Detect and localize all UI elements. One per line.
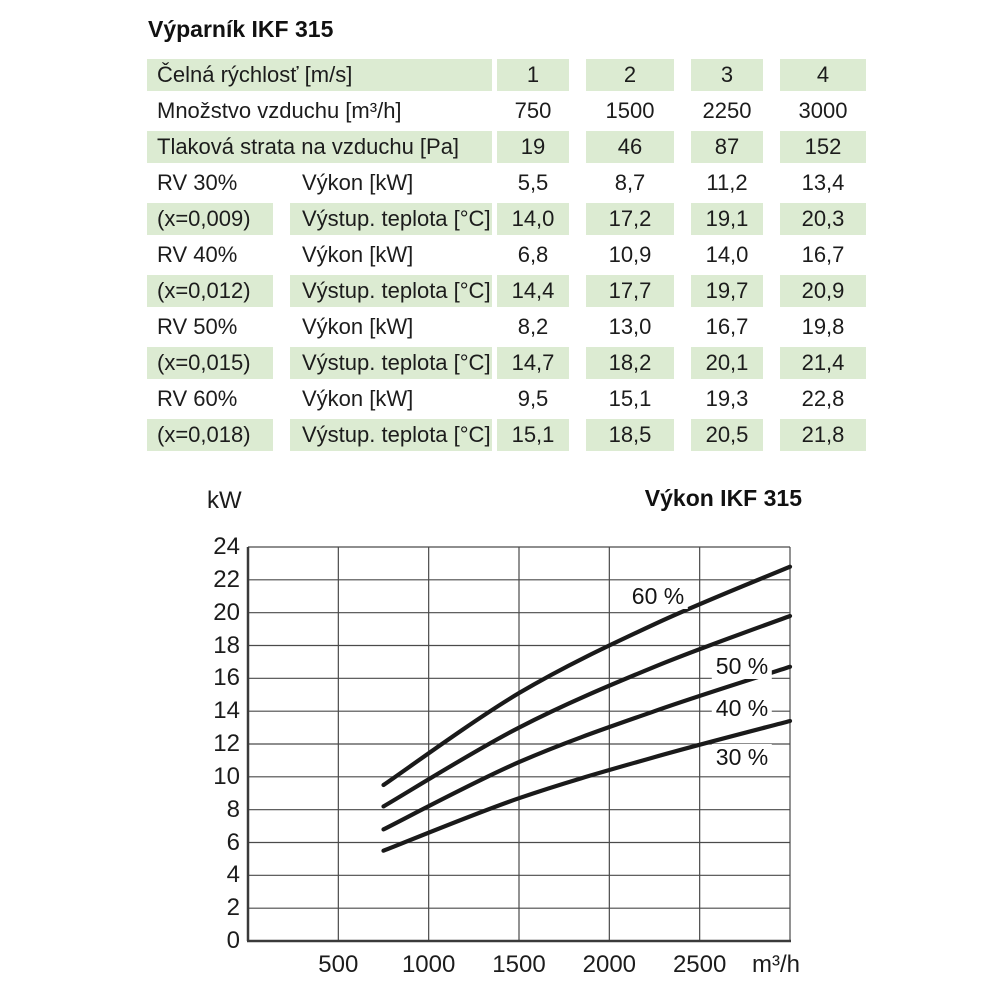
series-label-50: 50 % (712, 653, 772, 679)
y-tick-label: 8 (226, 795, 240, 823)
cell-value: 20,5 (674, 417, 763, 453)
x-tick-label: 2000 (582, 951, 637, 978)
cell-value: 19,1 (674, 201, 763, 237)
row-label: Tlaková strata na vzduchu [Pa] (147, 129, 492, 165)
cell-value: 13,0 (569, 309, 674, 345)
row-label-quantity: Výstup. teplota [°C] (273, 345, 492, 381)
cell-value: 15,1 (492, 417, 569, 453)
cell-value: 46 (569, 129, 674, 165)
cell-value: 16,7 (763, 237, 866, 273)
cell-value: 10,9 (569, 237, 674, 273)
cell-value: 8,2 (492, 309, 569, 345)
row-label-quantity: Výkon [kW] (273, 237, 492, 273)
cell-value: 14,0 (492, 201, 569, 237)
x-axis-unit-label: m³/h (752, 951, 800, 978)
row-label: Množstvo vzduchu [m³/h] (157, 98, 402, 123)
cell-value: 9,5 (492, 381, 569, 417)
cell-value: 19 (492, 129, 569, 165)
cell-value: 14,0 (674, 237, 763, 273)
row-label-x: (x=0,015) (147, 345, 273, 381)
y-axis-unit-label: kW (207, 487, 242, 514)
cell-value: 3000 (763, 93, 866, 129)
y-tick-label: 12 (213, 730, 240, 757)
y-tick-label: 16 (213, 664, 240, 692)
cell-value: 3 (674, 57, 763, 93)
row-label-x: (x=0,018) (147, 417, 273, 453)
y-tick-label: 10 (213, 762, 240, 790)
row-label-rv: RV 50% (157, 314, 238, 339)
cell-value: 11,2 (674, 165, 763, 201)
cell-value: 19,3 (674, 381, 763, 417)
y-tick-label: 2 (226, 894, 240, 922)
x-tick-label: 500 (318, 951, 359, 978)
cell-value: 8,7 (569, 165, 674, 201)
y-tick-label: 22 (213, 565, 240, 593)
cell-value: 4 (763, 57, 866, 93)
x-tick-label: 2500 (672, 951, 727, 978)
cell-value: 1500 (569, 93, 674, 129)
y-tick-label: 24 (213, 533, 240, 560)
y-tick-label: 20 (213, 598, 240, 626)
row-label-quantity: Výkon [kW] (273, 165, 492, 201)
cell-value: 18,2 (569, 345, 674, 381)
cell-value: 20,9 (763, 273, 866, 309)
row-label-quantity: Výstup. teplota [°C] (273, 417, 492, 453)
cell-value: 152 (763, 129, 866, 165)
row-label-rv: RV 30% (157, 170, 238, 195)
cell-value: 19,7 (674, 273, 763, 309)
row-label: Čelná rýchlosť [m/s] (147, 57, 492, 93)
y-tick-label: 0 (226, 927, 240, 954)
cell-value: 2250 (674, 93, 763, 129)
chart-title: Výkon IKF 315 (644, 485, 802, 511)
cell-value: 20,3 (763, 201, 866, 237)
cell-value: 87 (674, 129, 763, 165)
x-tick-label: 1500 (492, 951, 546, 978)
cell-value: 22,8 (763, 381, 866, 417)
series-label-40: 40 % (712, 695, 772, 721)
row-label-quantity: Výkon [kW] (273, 309, 492, 345)
row-label-quantity: Výstup. teplota [°C] (273, 201, 492, 237)
series-label-60: 60 % (628, 583, 688, 609)
series-label-30: 30 % (712, 744, 772, 770)
x-tick-label: 1000 (401, 951, 456, 978)
y-tick-label: 6 (226, 828, 240, 856)
cell-value: 17,2 (569, 201, 674, 237)
y-tick-label: 18 (213, 631, 240, 659)
cell-value: 750 (492, 93, 569, 129)
row-label-rv: RV 40% (157, 242, 238, 267)
row-label-x: (x=0,012) (147, 273, 273, 309)
cell-value: 6,8 (492, 237, 569, 273)
cell-value: 19,8 (763, 309, 866, 345)
y-tick-label: 14 (213, 697, 240, 725)
cell-value: 17,7 (569, 273, 674, 309)
cell-value: 18,5 (569, 417, 674, 453)
cell-value: 13,4 (763, 165, 866, 201)
cell-value: 2 (569, 57, 674, 93)
cell-value: 14,7 (492, 345, 569, 381)
row-label-quantity: Výstup. teplota [°C] (273, 273, 492, 309)
cell-value: 14,4 (492, 273, 569, 309)
row-label-rv: RV 60% (157, 386, 238, 411)
cell-value: 16,7 (674, 309, 763, 345)
row-label-x: (x=0,009) (147, 201, 273, 237)
y-tick-label: 4 (226, 861, 240, 889)
page-title: Výparník IKF 315 (148, 16, 334, 42)
cell-value: 21,8 (763, 417, 866, 453)
cell-value: 15,1 (569, 381, 674, 417)
cell-value: 5,5 (492, 165, 569, 201)
row-label-quantity: Výkon [kW] (273, 381, 492, 417)
cell-value: 1 (492, 57, 569, 93)
cell-value: 20,1 (674, 345, 763, 381)
cell-value: 21,4 (763, 345, 866, 381)
